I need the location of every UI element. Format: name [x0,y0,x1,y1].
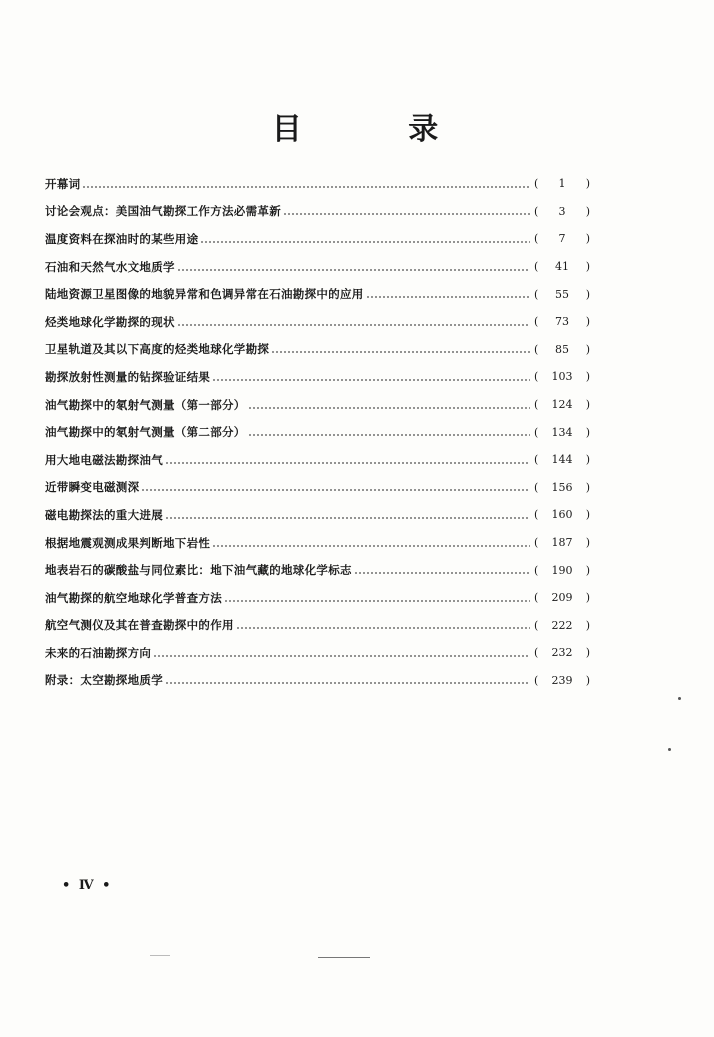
bracket-open: ( [534,177,539,191]
toc-entry-page [534,288,590,301]
dot-leader [248,407,530,409]
toc-entry-title: 卫星轨道及其以下高度的烃类地球化学勘探 [45,342,270,357]
page-ref: 3 [558,204,566,218]
bracket-close: ) [585,204,590,218]
dot-leader [212,379,530,381]
page-ref: 73 [555,315,569,329]
page-ref: 232 [551,646,573,660]
toc-entry[interactable] [45,198,590,226]
bracket-open: ( [534,370,539,384]
toc-entry-title: 石油和天然气水文地质学 [45,259,175,274]
toc-entry-page [534,398,590,411]
bracket-close: ) [585,618,590,632]
dot-leader [177,269,530,271]
dot-leader [212,545,530,547]
page-title: 目 录 [271,112,487,147]
bracket-open: ( [534,480,539,494]
toc-entry-title: 航空气测仪及其在普查勘探中的作用 [45,618,234,633]
toc-entry-title: 开幕词 [45,176,81,191]
page-ref: 1 [558,177,566,191]
scan-artifact-line [318,957,370,958]
toc-entry[interactable] [45,280,590,308]
page-ref: 190 [551,563,573,577]
bracket-close: ) [585,536,590,550]
dot-leader [366,296,530,298]
dot-leader [224,600,530,602]
bracket-open: ( [534,425,539,439]
toc-entry-page [534,591,590,604]
page-ref: 187 [551,536,573,550]
bracket-close: ) [585,480,590,494]
bracket-open: ( [534,618,539,632]
bracket-open: ( [534,398,539,412]
bracket-close: ) [585,425,590,439]
bracket-open: ( [534,563,539,577]
bracket-open: ( [534,315,539,329]
toc-entry-title: 根据地震观测成果判断地下岩性 [45,535,211,550]
toc-entry-title: 讨论会观点：美国油气勘探工作方法必需革新 [45,204,281,219]
toc-entry[interactable] [45,529,590,557]
page-ref: 55 [555,287,569,301]
page-ref: 124 [551,398,573,412]
dot-leader [141,489,530,491]
dot-leader [271,351,530,353]
bracket-close: ) [585,673,590,687]
toc-entry[interactable] [45,612,590,640]
toc-entry-page [534,453,590,466]
toc-entry[interactable] [45,391,590,419]
bracket-open: ( [534,232,539,246]
bracket-open: ( [534,260,539,274]
toc-entry[interactable] [45,556,590,584]
toc-entry-page [534,315,590,328]
page-ref: 239 [551,673,573,687]
toc-entry[interactable] [45,418,590,446]
dot-leader [248,434,530,436]
toc-entry-title: 地表岩石的碳酸盐与同位素比：地下油气藏的地球化学标志 [45,563,352,578]
toc-entry-title: 近带瞬变电磁测深 [45,480,140,495]
toc-entry-page [534,370,590,383]
bracket-open: ( [534,673,539,687]
bracket-close: ) [585,342,590,356]
toc-entry-title: 油气勘探中的氡射气测量（第一部分） [45,397,246,412]
toc-entry-title: 磁电勘探法的重大进展 [45,507,163,522]
toc-entry[interactable] [45,667,590,695]
toc-entry-page [534,564,590,577]
toc-entry-title: 附录：太空勘探地质学 [45,673,163,688]
page-ref: 134 [551,425,573,439]
bracket-open: ( [534,342,539,356]
toc-entry-page [534,619,590,632]
toc-entry[interactable] [45,363,590,391]
bracket-close: ) [585,563,590,577]
toc-entry[interactable] [45,336,590,364]
toc-entry-title: 用大地电磁法勘探油气 [45,452,163,467]
bracket-close: ) [585,315,590,329]
toc-entry-title: 油气勘探的航空地球化学普查方法 [45,590,222,605]
toc-entry-page [534,260,590,273]
bracket-open: ( [534,508,539,522]
dot-leader [165,517,530,519]
bracket-close: ) [585,232,590,246]
bracket-close: ) [585,508,590,522]
bracket-open: ( [534,536,539,550]
toc-entry-page [534,343,590,356]
page-ref: 222 [551,618,573,632]
toc-entry-page [534,481,590,494]
dot-leader [283,213,530,215]
toc-entry-title: 烃类地球化学勘探的现状 [45,314,175,329]
bracket-open: ( [534,591,539,605]
toc-entry-title: 温度资料在探油时的某些用途 [45,231,199,246]
page-ref: 144 [551,453,573,467]
toc-entry-page [534,508,590,521]
toc-entry[interactable] [45,170,590,198]
page-ref: 156 [551,480,573,494]
dot-leader [165,682,530,684]
toc-entry[interactable] [45,446,590,474]
scan-speck [668,748,671,751]
table-of-contents [45,170,590,694]
dot-leader [354,572,530,574]
toc-entry-page [534,177,590,190]
bracket-close: ) [585,398,590,412]
toc-entry-page [534,646,590,659]
bracket-close: ) [585,591,590,605]
toc-entry[interactable] [45,308,590,336]
bracket-close: ) [585,646,590,660]
toc-entry[interactable] [45,225,590,253]
page-ref: 85 [555,342,569,356]
page-ref: 209 [551,591,573,605]
dot-leader [236,627,530,629]
scan-artifact-line [150,955,170,956]
toc-entry-page [534,674,590,687]
page-number: • Ⅳ • [62,878,113,893]
page-ref: 103 [551,370,573,384]
toc-entry[interactable] [45,501,590,529]
toc-entry-title: 勘探放射性测量的钻探验证结果 [45,369,211,384]
toc-entry-page [534,536,590,549]
page-ref: 41 [555,260,569,274]
bracket-open: ( [534,646,539,660]
dot-leader [82,186,530,188]
bracket-open: ( [534,204,539,218]
bracket-close: ) [585,177,590,191]
scan-speck [678,697,681,700]
bracket-open: ( [534,453,539,467]
toc-entry-page [534,232,590,245]
dot-leader [200,241,530,243]
toc-entry-page [534,205,590,218]
page-ref: 7 [558,232,566,246]
bracket-open: ( [534,287,539,301]
bracket-close: ) [585,370,590,384]
toc-entry[interactable] [45,639,590,667]
toc-entry[interactable] [45,474,590,502]
dot-leader [153,655,530,657]
toc-entry-title: 油气勘探中的氡射气测量（第二部分） [45,425,246,440]
toc-entry[interactable] [45,253,590,281]
toc-entry-title: 未来的石油勘探方向 [45,645,152,660]
toc-entry-page [534,426,590,439]
bracket-close: ) [585,260,590,274]
dot-leader [165,462,530,464]
dot-leader [177,324,530,326]
bracket-close: ) [585,287,590,301]
bracket-close: ) [585,453,590,467]
toc-entry[interactable] [45,584,590,612]
toc-entry-title: 陆地资源卫星图像的地貌异常和色调异常在石油勘探中的应用 [45,287,364,302]
page-ref: 160 [551,508,573,522]
